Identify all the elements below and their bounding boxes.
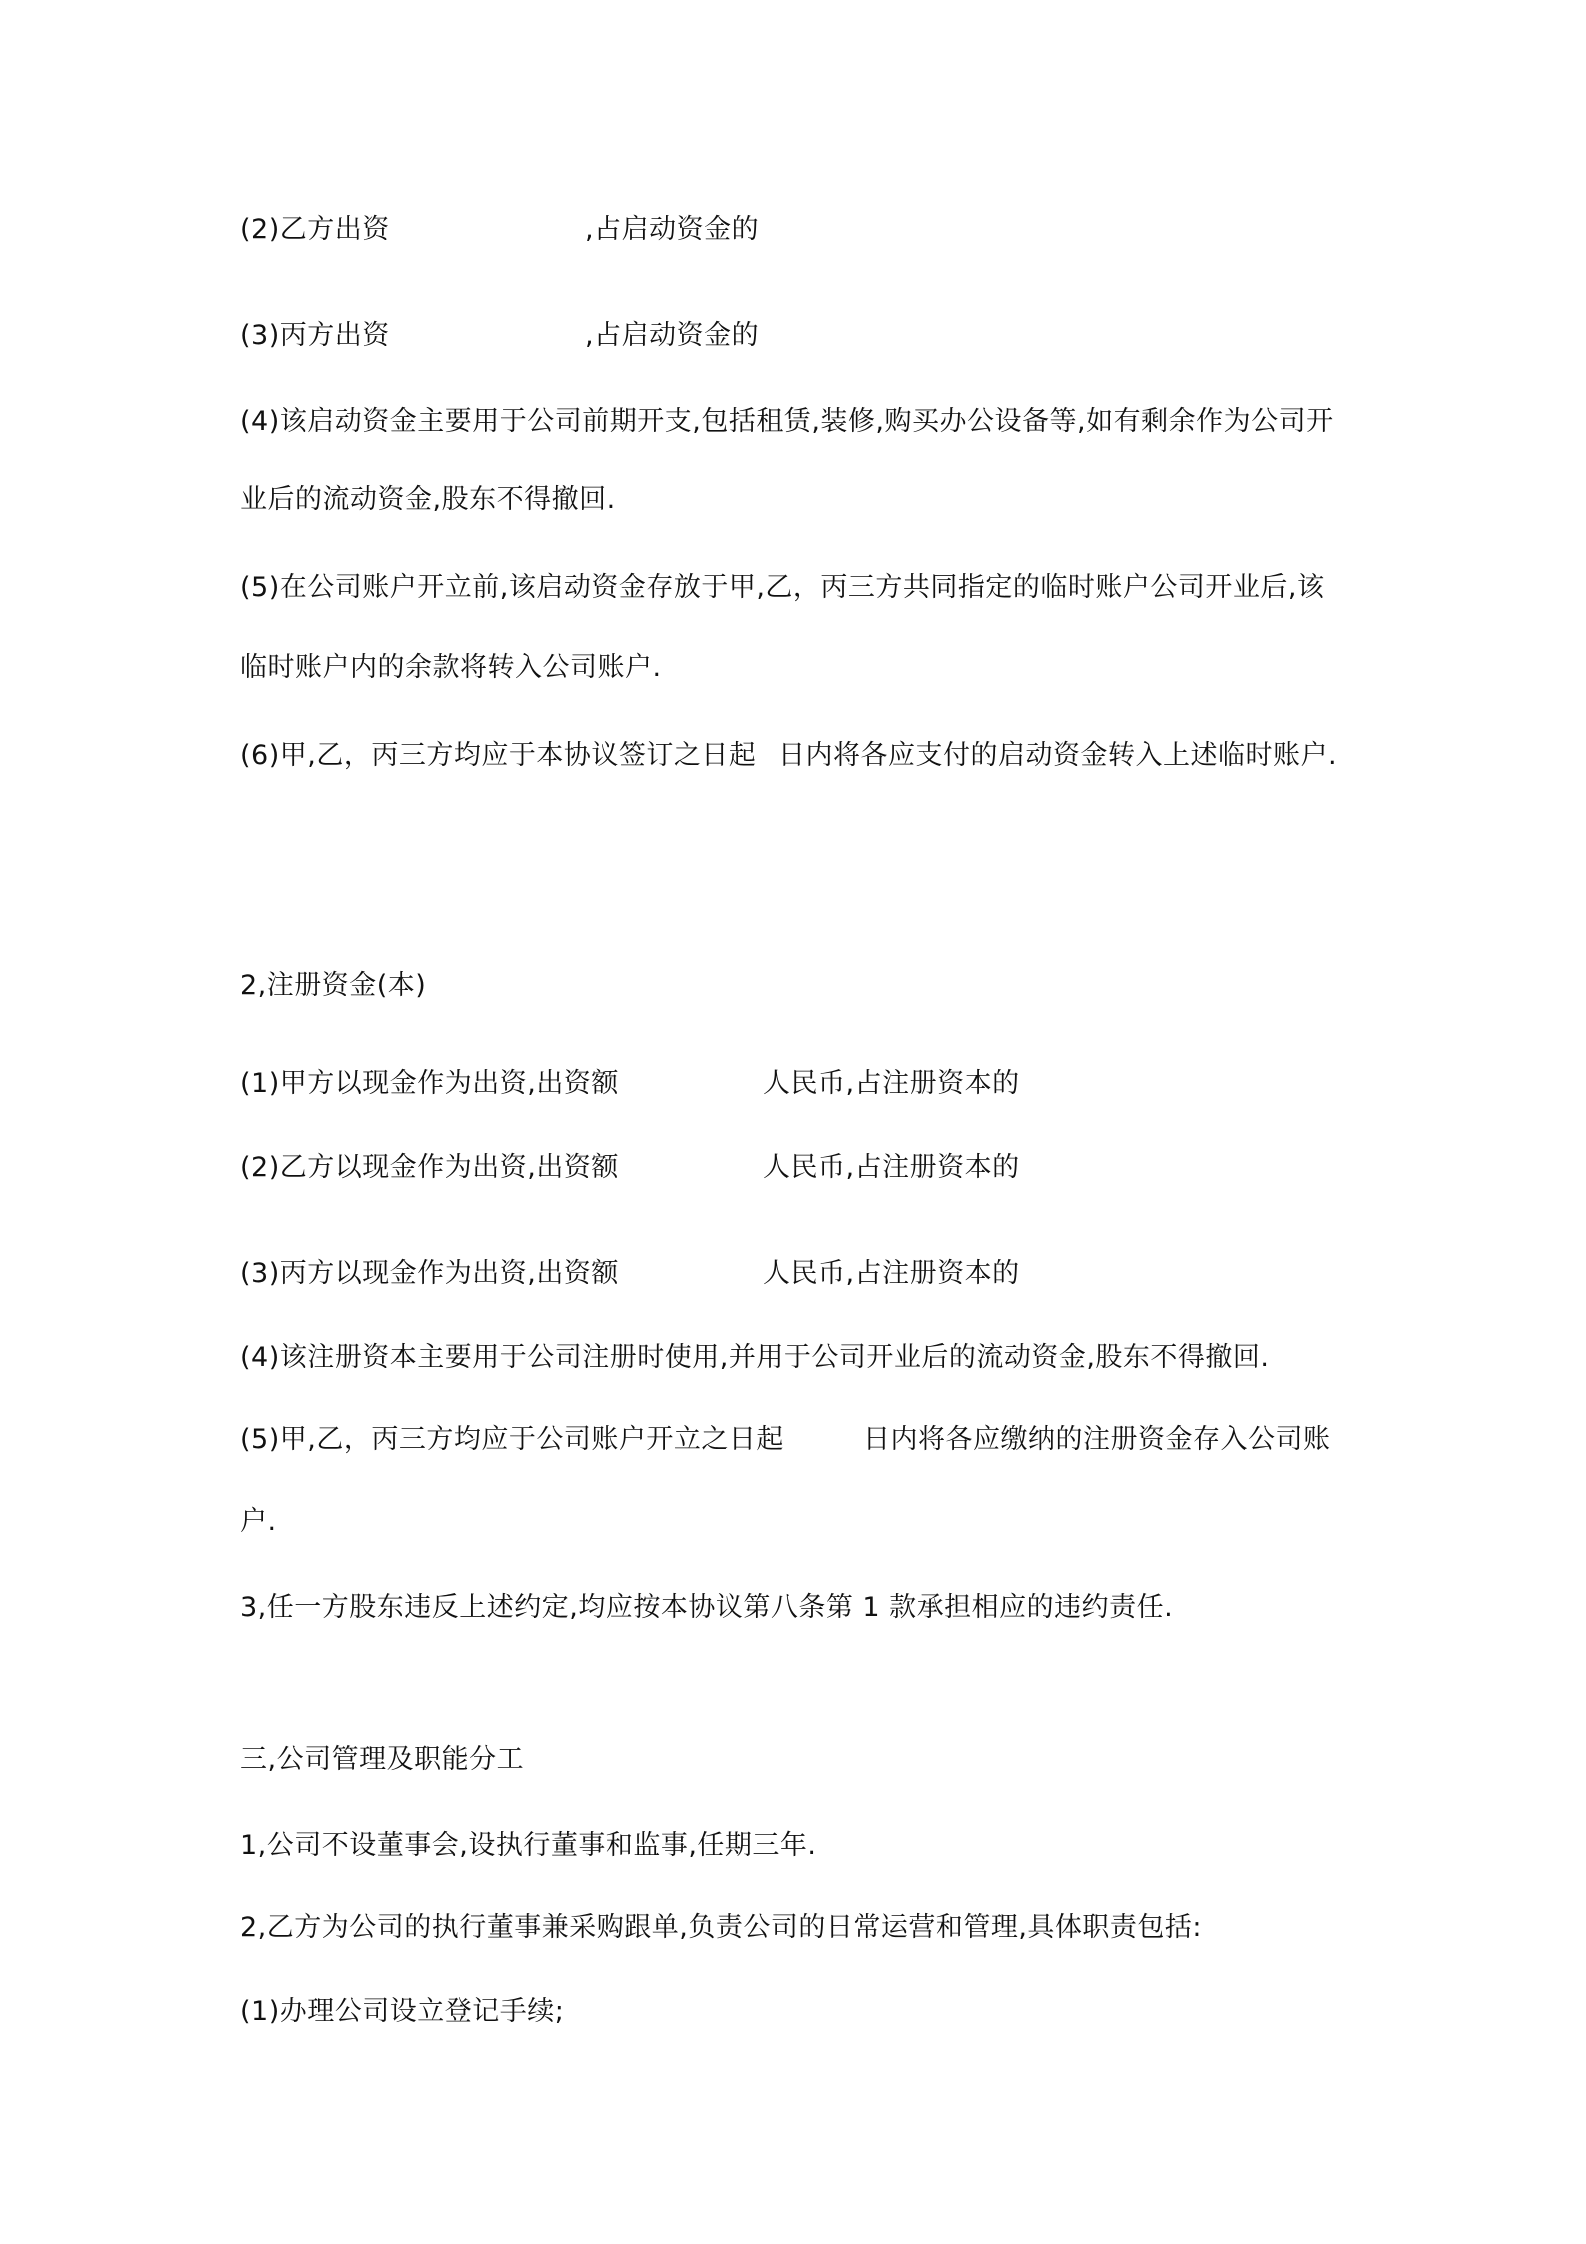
- breach-clause-3: 3,任一方股东违反上述约定,均应按本协议第八条第 1 款承担相应的违约责任.: [240, 1592, 1174, 1623]
- startup-capital-item-2-label: (2)乙方出资: [240, 214, 390, 245]
- startup-capital-item-6-deadline: 日内将各应支付的启动资金转入上述临时账户.: [778, 740, 1338, 771]
- registered-capital-item-2-share: 人民币,占注册资本的: [763, 1152, 1020, 1183]
- registered-capital-item-5-text: (5)甲,乙，丙三方均应于公司账户开立之日起: [240, 1424, 784, 1455]
- management-heading: 三,公司管理及职能分工: [240, 1744, 525, 1775]
- registered-capital-item-1-label: (1)甲方以现金作为出资,出资额: [240, 1068, 619, 1099]
- management-clause-2-item-1: (1)办理公司设立登记手续;: [240, 1996, 565, 2027]
- registered-capital-item-1-share: 人民币,占注册资本的: [763, 1068, 1020, 1099]
- startup-capital-item-3-label: (3)丙方出资: [240, 320, 390, 351]
- registered-capital-item-3-label: (3)丙方以现金作为出资,出资额: [240, 1258, 619, 1289]
- registered-capital-item-3-share: 人民币,占注册资本的: [763, 1258, 1020, 1289]
- startup-capital-item-4-line-1: (4)该启动资金主要用于公司前期开支,包括租赁,装修,购买办公设备等,如有剩余作为公司开: [240, 406, 1334, 437]
- startup-capital-item-5-line-2: 临时账户内的余款将转入公司账户.: [240, 652, 662, 683]
- registered-capital-item-2-label: (2)乙方以现金作为出资,出资额: [240, 1152, 619, 1183]
- registered-capital-heading: 2,注册资金(本): [240, 970, 427, 1001]
- startup-capital-item-3-share: ,占启动资金的: [585, 320, 760, 351]
- startup-capital-item-2-share: ,占启动资金的: [585, 214, 760, 245]
- management-clause-2: 2,乙方为公司的执行董事兼采购跟单,负责公司的日常运营和管理,具体职责包括:: [240, 1912, 1203, 1943]
- startup-capital-item-6-text: (6)甲,乙，丙三方均应于本协议签订之日起: [240, 740, 757, 771]
- startup-capital-item-5-line-1: (5)在公司账户开立前,该启动资金存放于甲,乙，丙三方共同指定的临时账户公司开业后,该: [240, 572, 1325, 603]
- registered-capital-item-4: (4)该注册资本主要用于公司注册时使用,并用于公司开业后的流动资金,股东不得撤回.: [240, 1342, 1270, 1373]
- registered-capital-item-5-line-2: 户.: [240, 1506, 277, 1537]
- registered-capital-item-5-deadline: 日内将各应缴纳的注册资金存入公司账: [863, 1424, 1331, 1455]
- startup-capital-item-4-line-2: 业后的流动资金,股东不得撤回.: [240, 484, 616, 515]
- management-clause-1: 1,公司不设董事会,设执行董事和监事,任期三年.: [240, 1830, 817, 1861]
